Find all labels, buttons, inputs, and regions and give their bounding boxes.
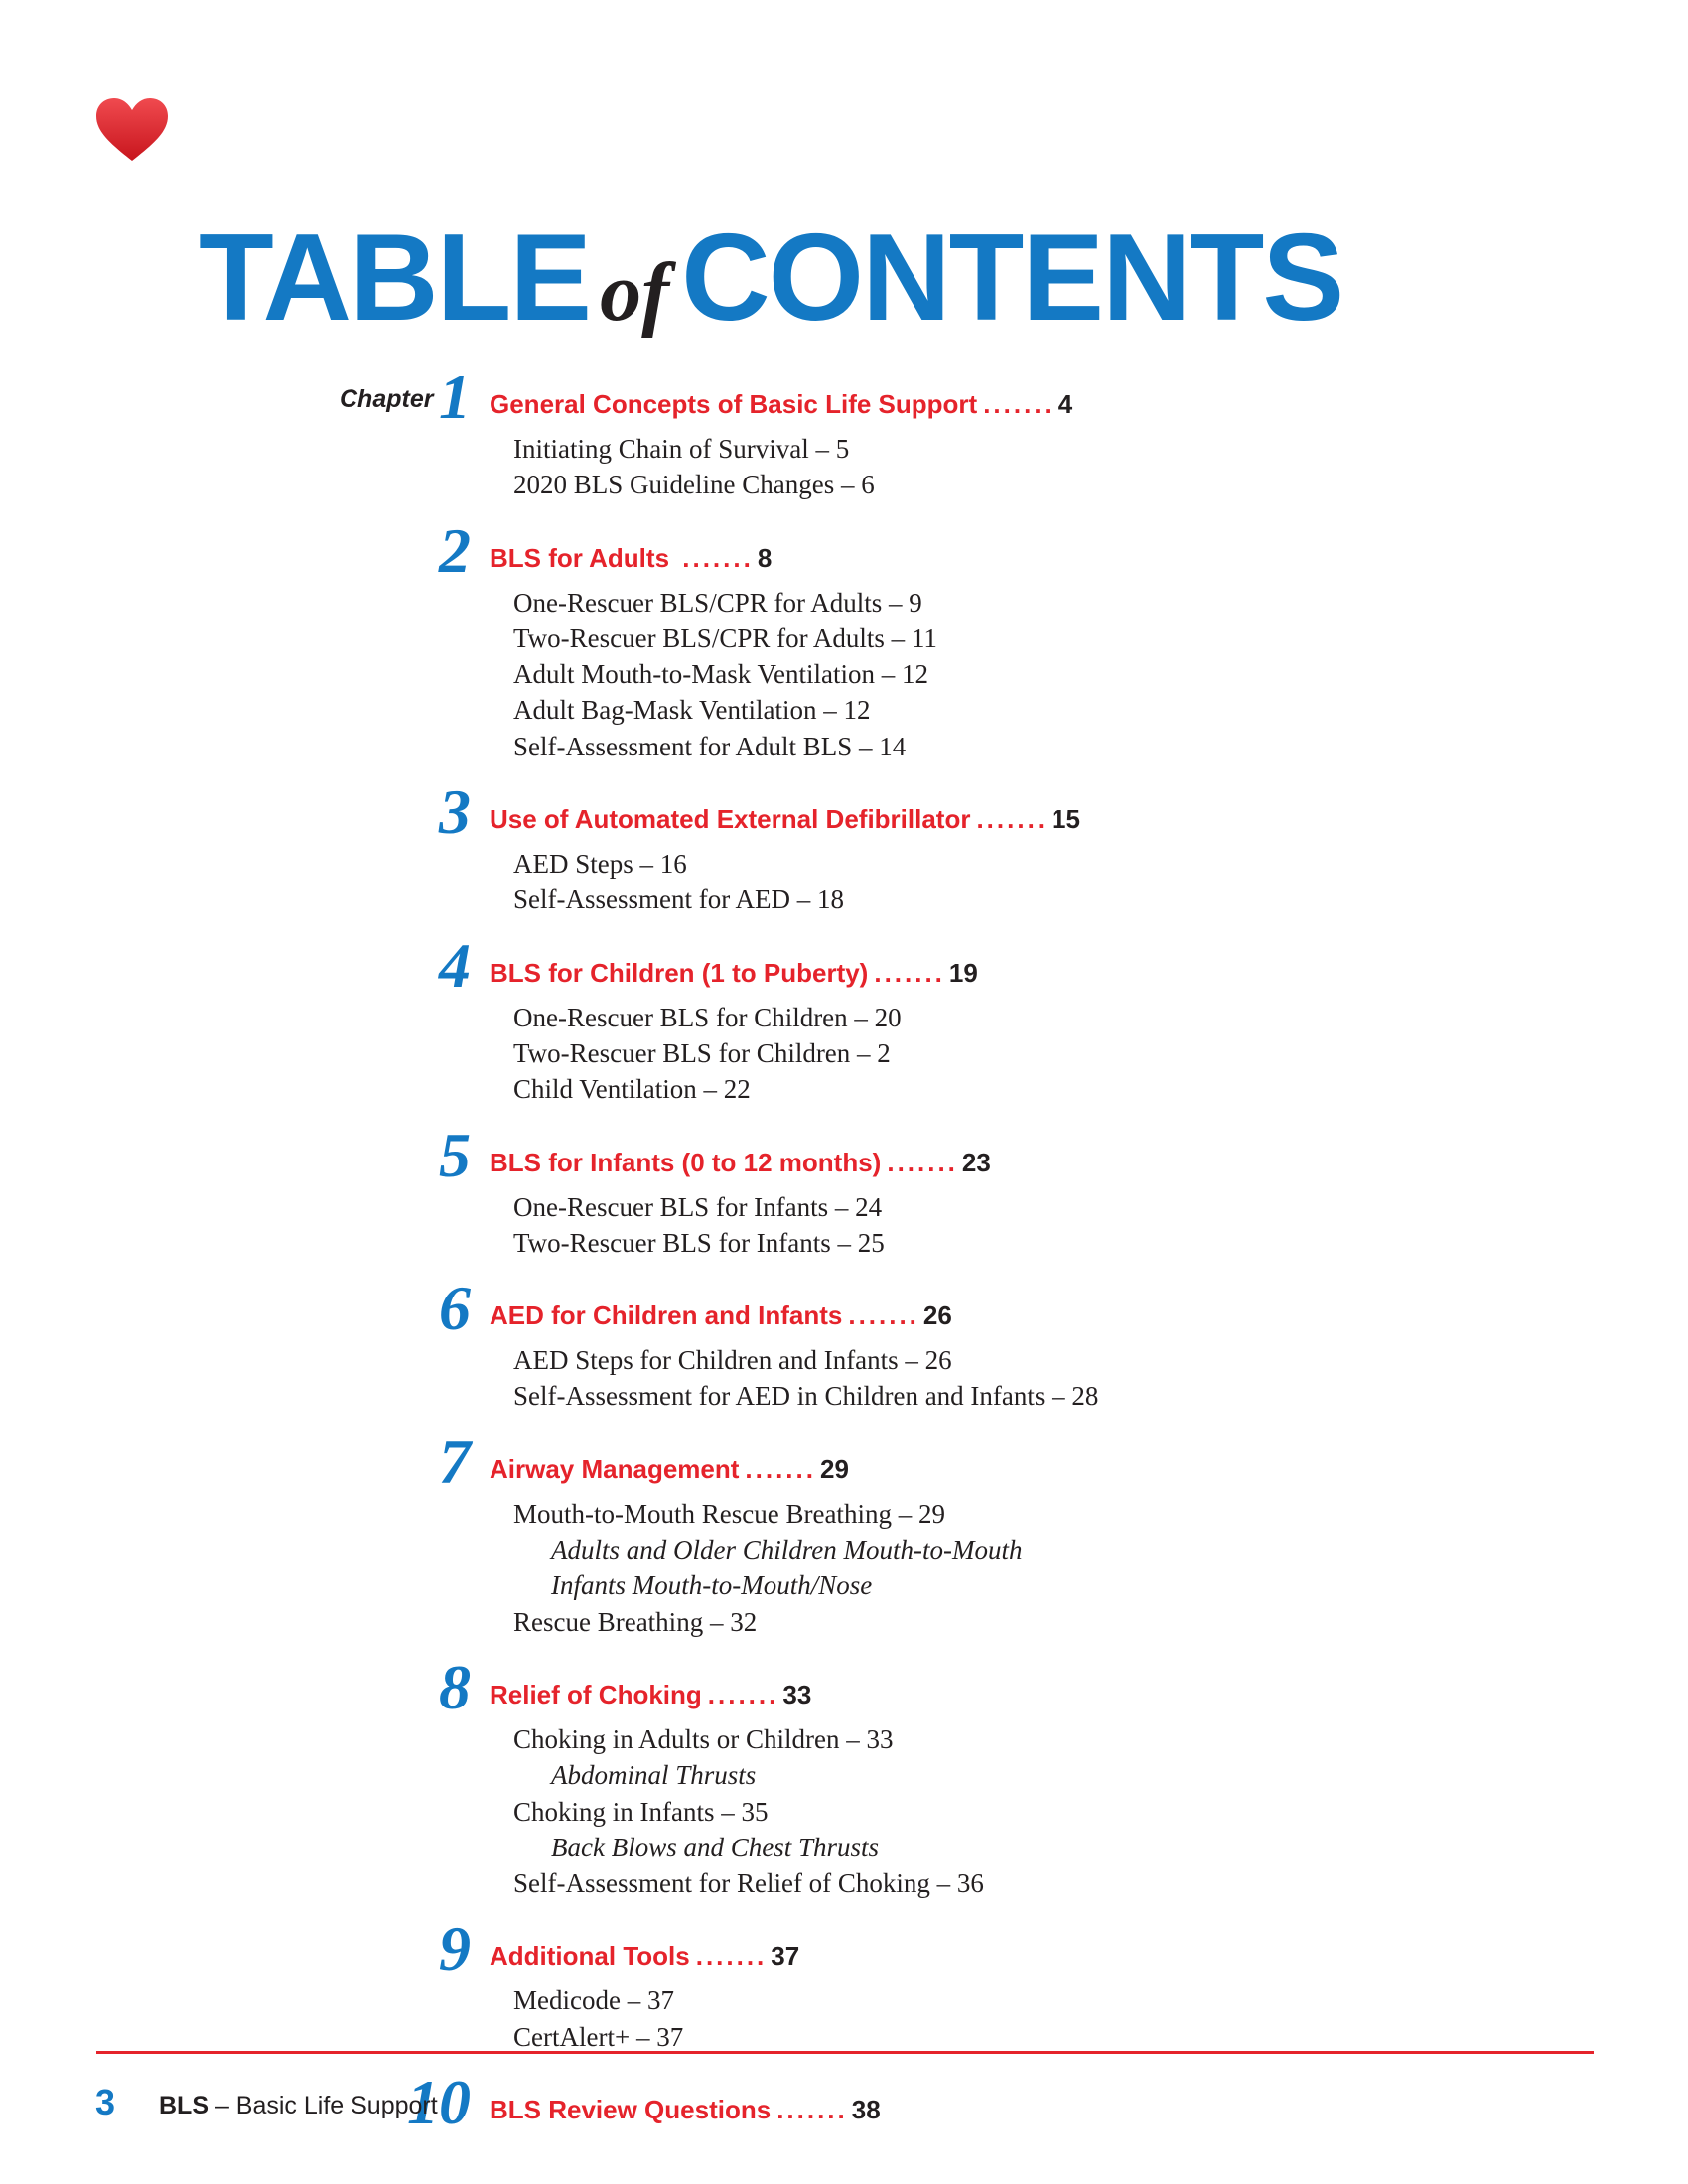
section-item[interactable]: Self-Assessment for Adult BLS – 14 [513, 731, 907, 761]
chapter-number: 5 [439, 1119, 471, 1190]
chapter-heading[interactable] [0, 1426, 1688, 1497]
title-contents: CONTENTS [681, 209, 1343, 346]
section-item[interactable]: Adult Mouth-to-Mask Ventilation – 12 [513, 659, 928, 690]
section-item[interactable]: AED Steps – 16 [513, 849, 687, 880]
chapter-number: 6 [439, 1273, 471, 1344]
chapter-number: 2 [439, 514, 471, 586]
section-item[interactable]: One-Rescuer BLS for Infants – 24 [513, 1191, 883, 1222]
dot-leader: ....... [745, 1453, 816, 1484]
section-item[interactable]: Choking in Adults or Children – 33 [513, 1723, 894, 1754]
footer-page-number: 3 [95, 2082, 116, 2122]
section-item[interactable]: CertAlert+ – 37 [513, 2021, 684, 2052]
chapter-title-text: Relief of Choking [490, 1679, 702, 1709]
chapter-title-text: BLS Review Questions [490, 2095, 772, 2125]
chapter-heading[interactable] [0, 1119, 1688, 1190]
chapter-title [490, 1941, 799, 1972]
chapter-number: 7 [439, 1426, 471, 1497]
chapter-heading[interactable] [0, 361, 1688, 432]
chapter-heading[interactable] [0, 1913, 1688, 1984]
chapter-title [490, 389, 1072, 420]
section-item[interactable]: Rescue Breathing – 32 [513, 1606, 758, 1637]
section-item[interactable]: Self-Assessment for Relief of Choking – 36 [513, 1868, 984, 1899]
chapter-title [490, 804, 1080, 835]
chapter-title-text: AED for Children and Infants [490, 1300, 843, 1331]
title-table: TABLE [199, 209, 591, 346]
chapter-title-text: BLS for Adults [490, 542, 677, 573]
footer-divider [96, 2051, 1594, 2054]
section-item[interactable]: Child Ventilation – 22 [513, 1074, 751, 1105]
chapter-page-number: 4 [1057, 389, 1073, 419]
footer-rest: – Basic Life Support [209, 2092, 438, 2119]
section-item[interactable]: Two-Rescuer BLS for Children – 2 [513, 1037, 891, 1068]
chapter-number: 10 [407, 2067, 471, 2138]
chapter-title-text: General Concepts of Basic Life Support [490, 389, 978, 419]
section-list [0, 1000, 1688, 1108]
chapter-title [490, 958, 978, 989]
dot-leader: ....... [983, 389, 1055, 419]
chapter-number: 8 [439, 1651, 471, 1722]
footer-bold: BLS [159, 2092, 209, 2119]
title-of: of [600, 246, 670, 339]
dot-leader: ....... [874, 957, 945, 988]
chapter-number: 9 [439, 1913, 471, 1984]
section-item[interactable]: Adult Bag-Mask Ventilation – 12 [513, 695, 871, 726]
section-item[interactable]: Self-Assessment for AED – 18 [513, 885, 844, 915]
chapter-title [490, 1454, 849, 1485]
section-item[interactable]: Initiating Chain of Survival – 5 [513, 434, 850, 464]
section-item[interactable]: Two-Rescuer BLS/CPR for Adults – 11 [513, 622, 937, 653]
section-item[interactable]: Mouth-to-Mouth Rescue Breathing – 29 [513, 1498, 945, 1529]
chapter-title-text: BLS for Infants (0 to 12 months) [490, 1147, 882, 1177]
heart-icon [95, 97, 169, 163]
subsection-item[interactable]: Abdominal Thrusts [551, 1760, 757, 1791]
toc-chapter [0, 514, 1688, 764]
chapter-number: 4 [439, 929, 471, 1001]
table-of-contents [0, 361, 1688, 2138]
chapter-heading[interactable] [0, 1273, 1688, 1344]
section-item[interactable]: One-Rescuer BLS/CPR for Adults – 9 [513, 587, 922, 617]
dot-leader: ....... [695, 1941, 768, 1972]
dot-leader: ....... [682, 542, 754, 573]
chapter-number: 1 [439, 361, 471, 432]
dot-leader: ....... [887, 1147, 958, 1177]
toc-chapter [0, 1119, 1688, 1262]
chapter-heading[interactable] [0, 1651, 1688, 1722]
toc-chapter [0, 1273, 1688, 1415]
section-item[interactable]: Choking in Infants – 35 [513, 1796, 769, 1827]
dot-leader: ....... [848, 1300, 919, 1331]
section-list [0, 1496, 1688, 1640]
chapter-page-number: 8 [757, 542, 773, 573]
footer-title [159, 2092, 438, 2120]
toc-chapter [0, 776, 1688, 918]
chapter-page-number: 23 [961, 1147, 991, 1177]
chapter-title-text: Additional Tools [490, 1941, 690, 1972]
section-list [0, 1189, 1688, 1262]
page-title [199, 199, 1342, 372]
section-item[interactable]: One-Rescuer BLS for Children – 20 [513, 1002, 902, 1032]
chapter-title [490, 543, 772, 574]
subsection-item[interactable]: Adults and Older Children Mouth-to-Mouth [551, 1535, 1023, 1566]
section-list [0, 846, 1688, 918]
toc-chapter [0, 1913, 1688, 2055]
dot-leader: ....... [776, 2095, 848, 2125]
chapter-title [490, 1148, 991, 1178]
chapter-page-number: 15 [1052, 804, 1080, 835]
chapter-page-number: 38 [851, 2095, 881, 2125]
chapter-number: 3 [439, 776, 471, 848]
chapter-page-number: 37 [771, 1941, 800, 1972]
dot-leader: ....... [707, 1679, 779, 1709]
chapter-title [490, 1300, 952, 1331]
chapter-title-text: Airway Management [490, 1453, 740, 1484]
toc-chapter [0, 361, 1688, 503]
chapter-page-number: 29 [819, 1453, 849, 1484]
section-list [0, 1721, 1688, 1901]
chapter-heading[interactable] [0, 929, 1688, 1001]
chapter-page-number: 33 [782, 1679, 812, 1709]
chapter-page-number: 19 [948, 957, 978, 988]
toc-chapter [0, 1426, 1688, 1640]
chapter-title-text: BLS for Children (1 to Puberty) [490, 957, 869, 988]
section-list [0, 431, 1688, 503]
subsection-item[interactable]: Back Blows and Chest Thrusts [551, 1832, 880, 1862]
toc-chapter [0, 929, 1688, 1108]
section-item[interactable]: Self-Assessment for AED in Children and Infants – 28 [513, 1381, 1099, 1412]
dot-leader: ....... [976, 804, 1049, 835]
toc-chapter [0, 1651, 1688, 1901]
section-item[interactable]: AED Steps for Children and Infants – 26 [513, 1345, 952, 1376]
chapter-page-number: 26 [922, 1300, 952, 1331]
chapter-title [490, 1680, 811, 1710]
chapter-heading[interactable] [0, 776, 1688, 848]
chapter-heading[interactable] [0, 514, 1688, 586]
subsection-item[interactable]: Infants Mouth-to-Mouth/Nose [551, 1570, 873, 1601]
section-list [0, 1982, 1688, 2055]
section-list [0, 1342, 1688, 1415]
chapter-label: Chapter [340, 385, 434, 413]
section-item[interactable]: Two-Rescuer BLS for Infants – 25 [513, 1227, 885, 1258]
chapter-title-text: Use of Automated External Defibrillator [490, 804, 971, 835]
section-item[interactable]: Medicode – 37 [513, 1985, 674, 2016]
section-item[interactable]: 2020 BLS Guideline Changes – 6 [513, 470, 875, 500]
chapter-title [490, 2095, 881, 2125]
section-list [0, 585, 1688, 764]
